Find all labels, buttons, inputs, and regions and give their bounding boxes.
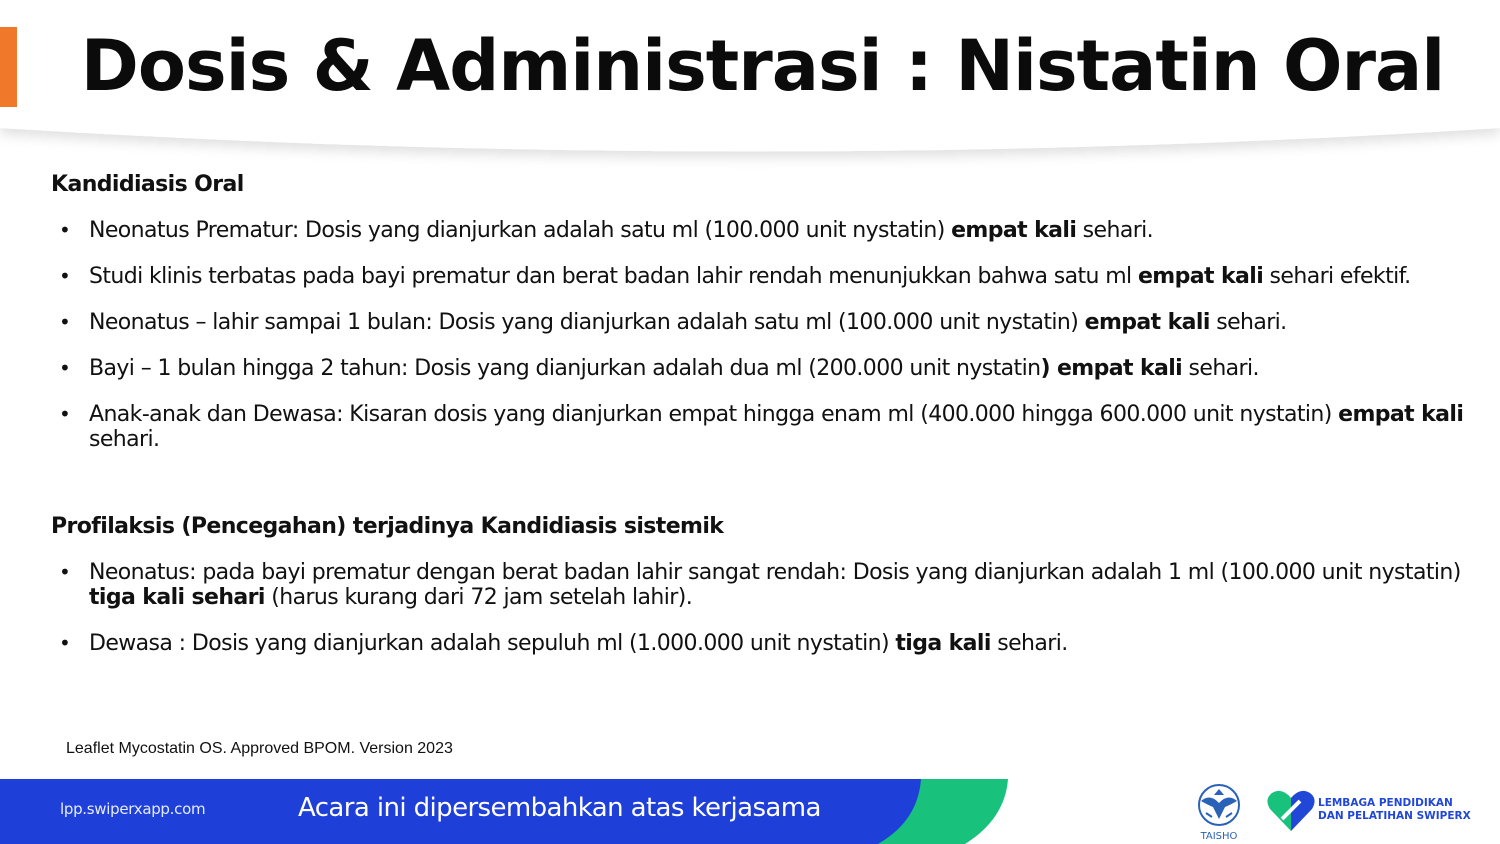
heart-logo-icon: [1266, 789, 1316, 833]
section-kandidiasis-oral: [51, 172, 1481, 452]
bullet-icon: •: [59, 310, 71, 334]
bullet-icon: •: [59, 560, 71, 584]
bullet-icon: •: [59, 402, 71, 426]
slide-header: [0, 0, 1500, 175]
section-heading: Profilaksis (Pencegahan) terjadinya Kandidiasis sistemik: [51, 514, 724, 539]
list-item: • Neonatus – lahir sampai 1 bulan: Dosis yang dianjurkan adalah satu ml (100.000 unit nystatin) empat kali sehari.: [59, 310, 1287, 335]
bullet-icon: •: [59, 218, 71, 242]
eagle-emblem-icon: [1192, 783, 1246, 831]
list-item: • Dewasa : Dosis yang dianjurkan adalah sepuluh ml (1.000.000 unit nystatin) tiga kali sehari.: [59, 631, 1068, 656]
bullet-list: [51, 218, 1481, 452]
slide-footer: [0, 779, 1500, 844]
bullet-list: [51, 560, 1481, 656]
lpp-wordmark-line-2: DAN PELATIHAN SWIPERX: [1318, 810, 1471, 822]
taisho-wordmark: TAISHO: [1200, 831, 1238, 842]
slide-title: Dosis & Administrasi : Nistatin Oral: [80, 25, 1445, 107]
list-item: • Studi klinis terbatas pada bayi prematur dan berat badan lahir rendah menunjukkan bahwa satu ml empat kali sehari efektif.: [59, 264, 1411, 289]
section-heading: Kandidiasis Oral: [51, 172, 244, 197]
list-item: • Anak-anak dan Dewasa: Kisaran dosis yang dianjurkan empat hingga enam ml (400.000 hingga 600.000 unit nystatin) empat kali sehari.: [59, 402, 1464, 452]
slide-content: [51, 172, 1481, 656]
list-item: • Neonatus Prematur: Dosis yang dianjurkan adalah satu ml (100.000 unit nystatin) empat kali sehari.: [59, 218, 1154, 243]
list-item: • Neonatus: pada bayi prematur dengan berat badan lahir sangat rendah: Dosis yang dianjurkan adalah 1 ml (100.000 unit nystatin) tiga kali sehari (harus kurang dari 72 jam setelah lahir).: [59, 560, 1461, 610]
source-note: Leaflet Mycostatin OS. Approved BPOM. Version 2023: [66, 740, 453, 757]
lpp-swiperx-logo: [1266, 789, 1496, 835]
list-item: • Bayi – 1 bulan hingga 2 tahun: Dosis yang dianjurkan adalah dua ml (200.000 unit nystatin) empat kali sehari.: [59, 356, 1259, 381]
lpp-wordmark-line-1: LEMBAGA PENDIDIKAN: [1318, 797, 1453, 809]
section-profilaksis: [51, 514, 1481, 656]
taisho-logo: [1192, 783, 1246, 843]
bullet-icon: •: [59, 264, 71, 288]
bullet-icon: •: [59, 631, 71, 655]
footer-tagline: Acara ini dipersembahkan atas kerjasama: [298, 793, 821, 823]
lpp-wordmark: [1318, 797, 1471, 823]
bullet-icon: •: [59, 356, 71, 380]
footer-url-link[interactable]: lpp.swiperxapp.com: [60, 800, 206, 818]
